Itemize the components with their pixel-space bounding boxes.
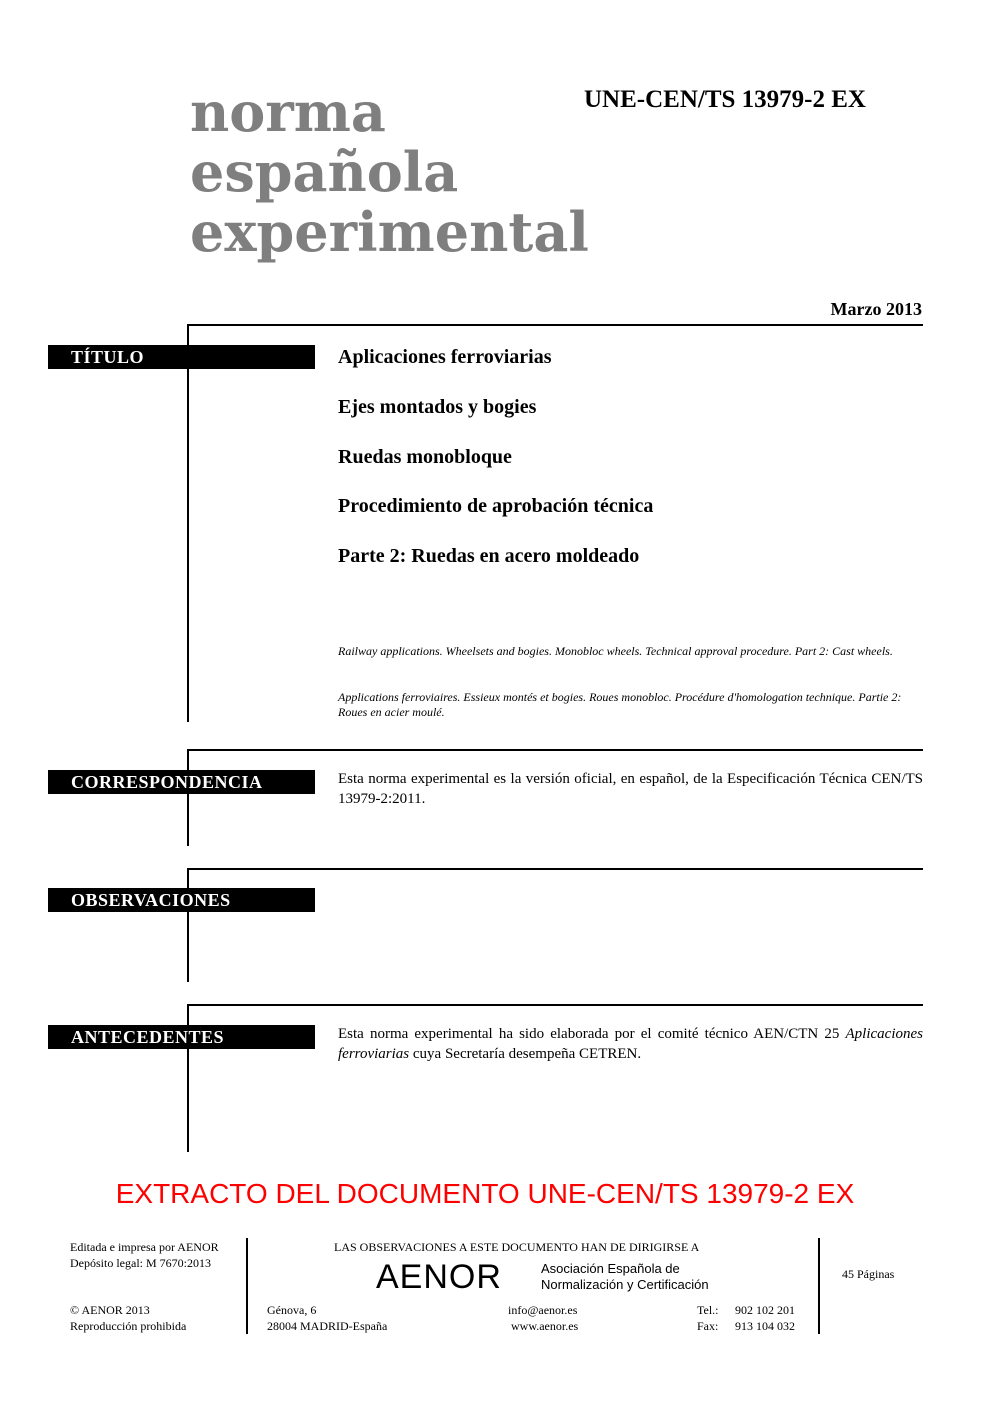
- divider: [188, 324, 923, 326]
- page-count: 45 Páginas: [842, 1267, 895, 1281]
- standard-code: UNE-CEN/TS 13979-2 EX: [584, 86, 866, 113]
- divider: [188, 749, 923, 751]
- title-line: Parte 2: Ruedas en acero moldeado: [338, 545, 640, 567]
- org-line-2: Normalización y Certificación: [541, 1277, 709, 1292]
- edited-by: Editada e impresa por AENOR: [70, 1240, 219, 1254]
- document-type-title: [190, 82, 589, 262]
- section-label-correspondencia: CORRESPONDENCIA: [48, 770, 315, 794]
- title-line-2: española: [190, 140, 459, 204]
- title-line: Procedimiento de aprobación técnica: [338, 495, 654, 517]
- aenor-org-name: [541, 1261, 709, 1293]
- divider: [187, 749, 189, 846]
- committee-name: Aplicaciones ferroviarias: [338, 1026, 923, 1062]
- legal-deposit: Depósito legal: M 7670:2013: [70, 1256, 211, 1270]
- copyright: © AENOR 2013: [70, 1303, 150, 1317]
- section-label-observaciones: OBSERVACIONES: [48, 888, 315, 912]
- divider: [188, 868, 923, 870]
- section-label-antecedentes: ANTECEDENTES: [48, 1025, 315, 1049]
- tel-number: 902 102 201: [735, 1303, 795, 1317]
- aenor-logo: AENOR: [376, 1258, 502, 1296]
- title-line: Ruedas monobloque: [338, 446, 512, 468]
- section-label-titulo: TÍTULO: [48, 345, 315, 369]
- reproduction-notice: Reproducción prohibida: [70, 1319, 187, 1333]
- footer-divider: [818, 1238, 820, 1334]
- divider: [187, 868, 189, 982]
- antecedentes-text-end: cuya Secretaría desempeña CETREN.: [409, 1046, 642, 1062]
- fax-number: 913 104 032: [735, 1319, 795, 1333]
- title-line: Ejes montados y bogies: [338, 396, 537, 418]
- title-line: Aplicaciones ferroviarias: [338, 346, 552, 368]
- tel-label: Tel.:: [697, 1303, 719, 1317]
- address-city: 28004 MADRID-España: [267, 1319, 388, 1333]
- fax-label: Fax:: [697, 1319, 719, 1333]
- title-line-3: experimental: [190, 200, 589, 264]
- title-line-1: norma: [190, 80, 386, 144]
- extract-notice: EXTRACTO DEL DOCUMENTO UNE-CEN/TS 13979-2 EX: [115, 1178, 855, 1209]
- website: www.aenor.es: [511, 1319, 579, 1333]
- french-title: Applications ferroviaires. Essieux montés et bogies. Roues monobloc. Procédure d'homologation technique. Partie 2: Roues en acier moulé.: [338, 690, 902, 719]
- antecedentes-text-start: Esta norma experimental ha sido elaborada por el comité técnico AEN/CTN 25: [338, 1026, 846, 1042]
- email: info@aenor.es: [508, 1303, 578, 1317]
- footer-divider: [246, 1238, 248, 1334]
- correspondencia-text: Esta norma experimental es la versión oficial, en español, de la Especificación Técnica CEN/TS 13979-2:2011.: [338, 771, 923, 807]
- observations-header: LAS OBSERVACIONES A ESTE DOCUMENTO HAN DE DIRIGIRSE A: [334, 1240, 700, 1254]
- english-title: Railway applications. Wheelsets and bogies. Monobloc wheels. Technical approval procedure. Part 2: Cast wheels.: [338, 644, 893, 658]
- org-line-1: Asociación Española de: [541, 1261, 680, 1276]
- publication-date: Marzo 2013: [830, 299, 922, 319]
- address-street: Génova, 6: [267, 1303, 317, 1317]
- antecedentes-text: [338, 1024, 923, 1064]
- divider: [187, 324, 189, 722]
- divider: [188, 1004, 923, 1006]
